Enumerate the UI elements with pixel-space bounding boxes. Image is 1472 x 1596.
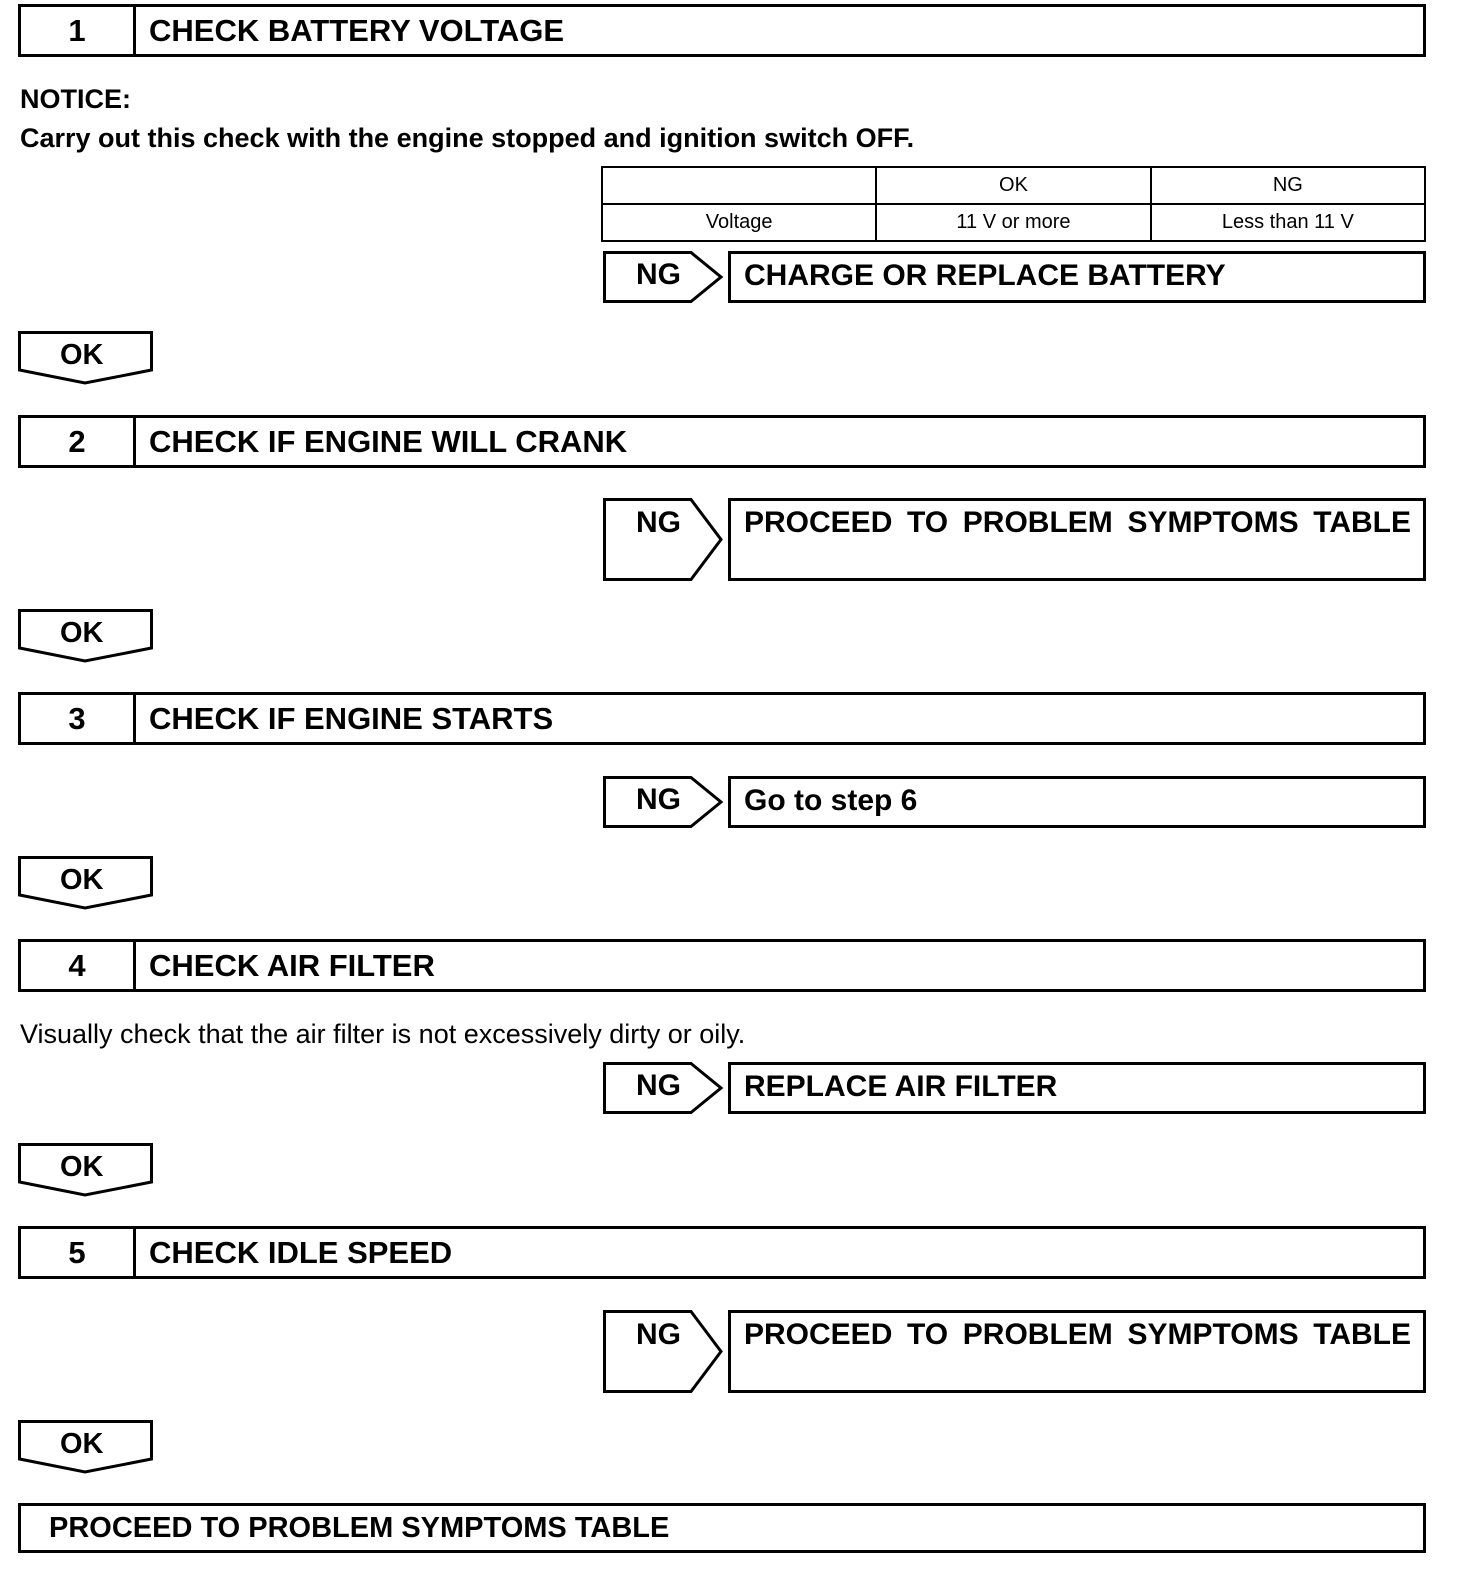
- ok-arrow-tag: [18, 331, 153, 385]
- step-title: CHECK AIR FILTER: [149, 947, 435, 983]
- ng-action-box: [728, 251, 1426, 303]
- ng-arrow-tag: [603, 498, 725, 581]
- table-cell: 11 V or more: [876, 204, 1150, 241]
- table-header-cell: NG: [1151, 167, 1425, 204]
- step-number: 4: [21, 942, 136, 989]
- table-cell: Less than 11 V: [1151, 204, 1425, 241]
- ok-arrow-tag: [18, 856, 153, 910]
- step-1-header: [18, 4, 1426, 57]
- notice-label: NOTICE:: [20, 84, 131, 114]
- ng-action-text: PROCEED TO PROBLEM SYMPTOMS TABLE: [744, 506, 1411, 539]
- ng-action-box: [728, 1310, 1426, 1393]
- ng-action-box: [728, 498, 1426, 581]
- step-4-instruction: Visually check that the air filter is not excessively dirty or oily.: [20, 1019, 746, 1049]
- voltage-table: [601, 166, 1426, 242]
- ng-arrow-tag: [603, 251, 725, 303]
- ng-action-box: [728, 1062, 1426, 1114]
- step-number: 1: [21, 7, 136, 54]
- ok-label: OK: [60, 617, 104, 649]
- ng-label: NG: [636, 506, 681, 539]
- step-title: CHECK IF ENGINE WILL CRANK: [149, 423, 628, 459]
- step-2-header: [18, 415, 1426, 468]
- ng-arrow-tag: [603, 776, 725, 828]
- table-header-cell: [602, 167, 876, 204]
- step-number: 3: [21, 695, 136, 742]
- ng-label: NG: [636, 1318, 681, 1351]
- ok-label: OK: [60, 339, 104, 371]
- ok-label: OK: [60, 864, 104, 896]
- ok-arrow-tag: [18, 609, 153, 663]
- ng-arrow-tag: [603, 1310, 725, 1393]
- ok-arrow-tag: [18, 1143, 153, 1197]
- step-title: CHECK IDLE SPEED: [149, 1234, 453, 1270]
- table-row: [602, 204, 1425, 241]
- notice-text: Carry out this check with the engine stopped and ignition switch OFF.: [20, 123, 915, 153]
- step-3-header: [18, 692, 1426, 745]
- ng-action-text: REPLACE AIR FILTER: [744, 1070, 1058, 1103]
- table-header-row: [602, 167, 1425, 204]
- table-cell: Voltage: [602, 204, 876, 241]
- step-number: 2: [21, 418, 136, 465]
- ok-label: OK: [60, 1428, 104, 1460]
- ng-action-text: PROCEED TO PROBLEM SYMPTOMS TABLE: [744, 1318, 1411, 1351]
- step-4-header: [18, 939, 1426, 992]
- step-title: CHECK BATTERY VOLTAGE: [149, 12, 565, 48]
- final-action-text: PROCEED TO PROBLEM SYMPTOMS TABLE: [49, 1511, 670, 1544]
- step-5-header: [18, 1226, 1426, 1279]
- ng-action-box: [728, 776, 1426, 828]
- step-number: 5: [21, 1229, 136, 1276]
- ng-label: NG: [636, 258, 681, 291]
- ok-arrow-tag: [18, 1420, 153, 1474]
- table-header-cell: OK: [876, 167, 1150, 204]
- ng-label: NG: [636, 783, 681, 816]
- ng-action-text: CHARGE OR REPLACE BATTERY: [744, 259, 1226, 292]
- step-title: CHECK IF ENGINE STARTS: [149, 700, 554, 736]
- ng-action-text: Go to step 6: [744, 784, 918, 817]
- ng-label: NG: [636, 1069, 681, 1102]
- final-action-box: [18, 1503, 1426, 1553]
- ng-arrow-tag: [603, 1062, 725, 1114]
- ok-label: OK: [60, 1151, 104, 1183]
